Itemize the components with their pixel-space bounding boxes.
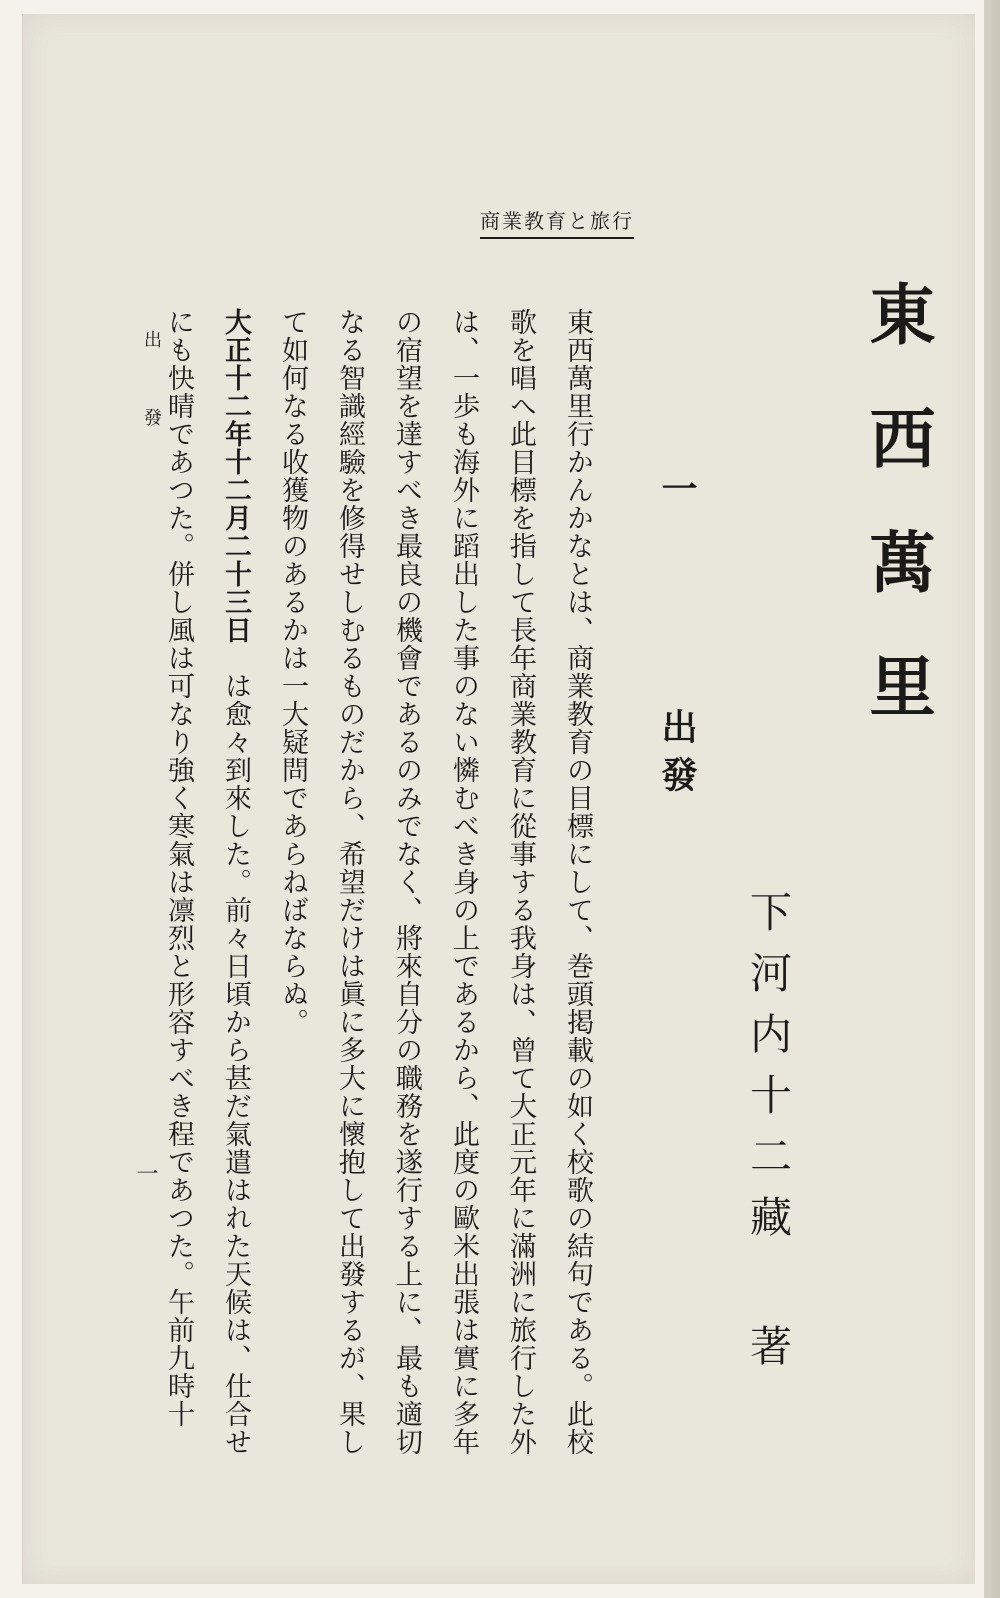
date-emphasis: 大正十二年十二月二十三日 [220, 308, 251, 644]
author-line: 下河内十二藏 著 [744, 890, 793, 1385]
body-text [163, 278, 606, 1478]
footer-section-label: 出發 [141, 330, 162, 486]
page-number: 一 [133, 1162, 158, 1184]
page-edge [984, 0, 1000, 1598]
section-heading [652, 470, 703, 804]
section-title: 出發 [656, 708, 698, 804]
paragraph-1: 東西萬里行かんかなとは、商業教育の目標にして、巻頭掲載の如く校歌の結句である。此校歌を唱へ此目標を指して長年商業教育に從事する我身は、曾て大正元年に滿洲に旅行した外は、一歩も海外に蹈出した事のない憐むべき身の上であるから、此度の歐米出張は實に多年の宿望を達すべき最良の機會であるのみでなく、將來自分の職務を遂行する上に、最も適切なる智識經驗を修得せしむるものだから、希望だけは眞に多大に懷抱して出發するが、果して如何なる收獲物のあるかは一大疑問であらねばならぬ。 [277, 308, 593, 1456]
section-number: 一 [656, 470, 698, 518]
paragraph-2-text: は愈々到來した。前々日頃から甚だ氣遣はれた天候は、仕合せにも快晴であつた。併し風は可なり強く寒氣は凛烈と形容すべき程であつた。午前九時十 [163, 308, 251, 1456]
running-header: 商業教育と旅行 [480, 205, 634, 239]
paragraph-2 [150, 278, 264, 1478]
book-title: 東西萬里 [858, 280, 936, 776]
